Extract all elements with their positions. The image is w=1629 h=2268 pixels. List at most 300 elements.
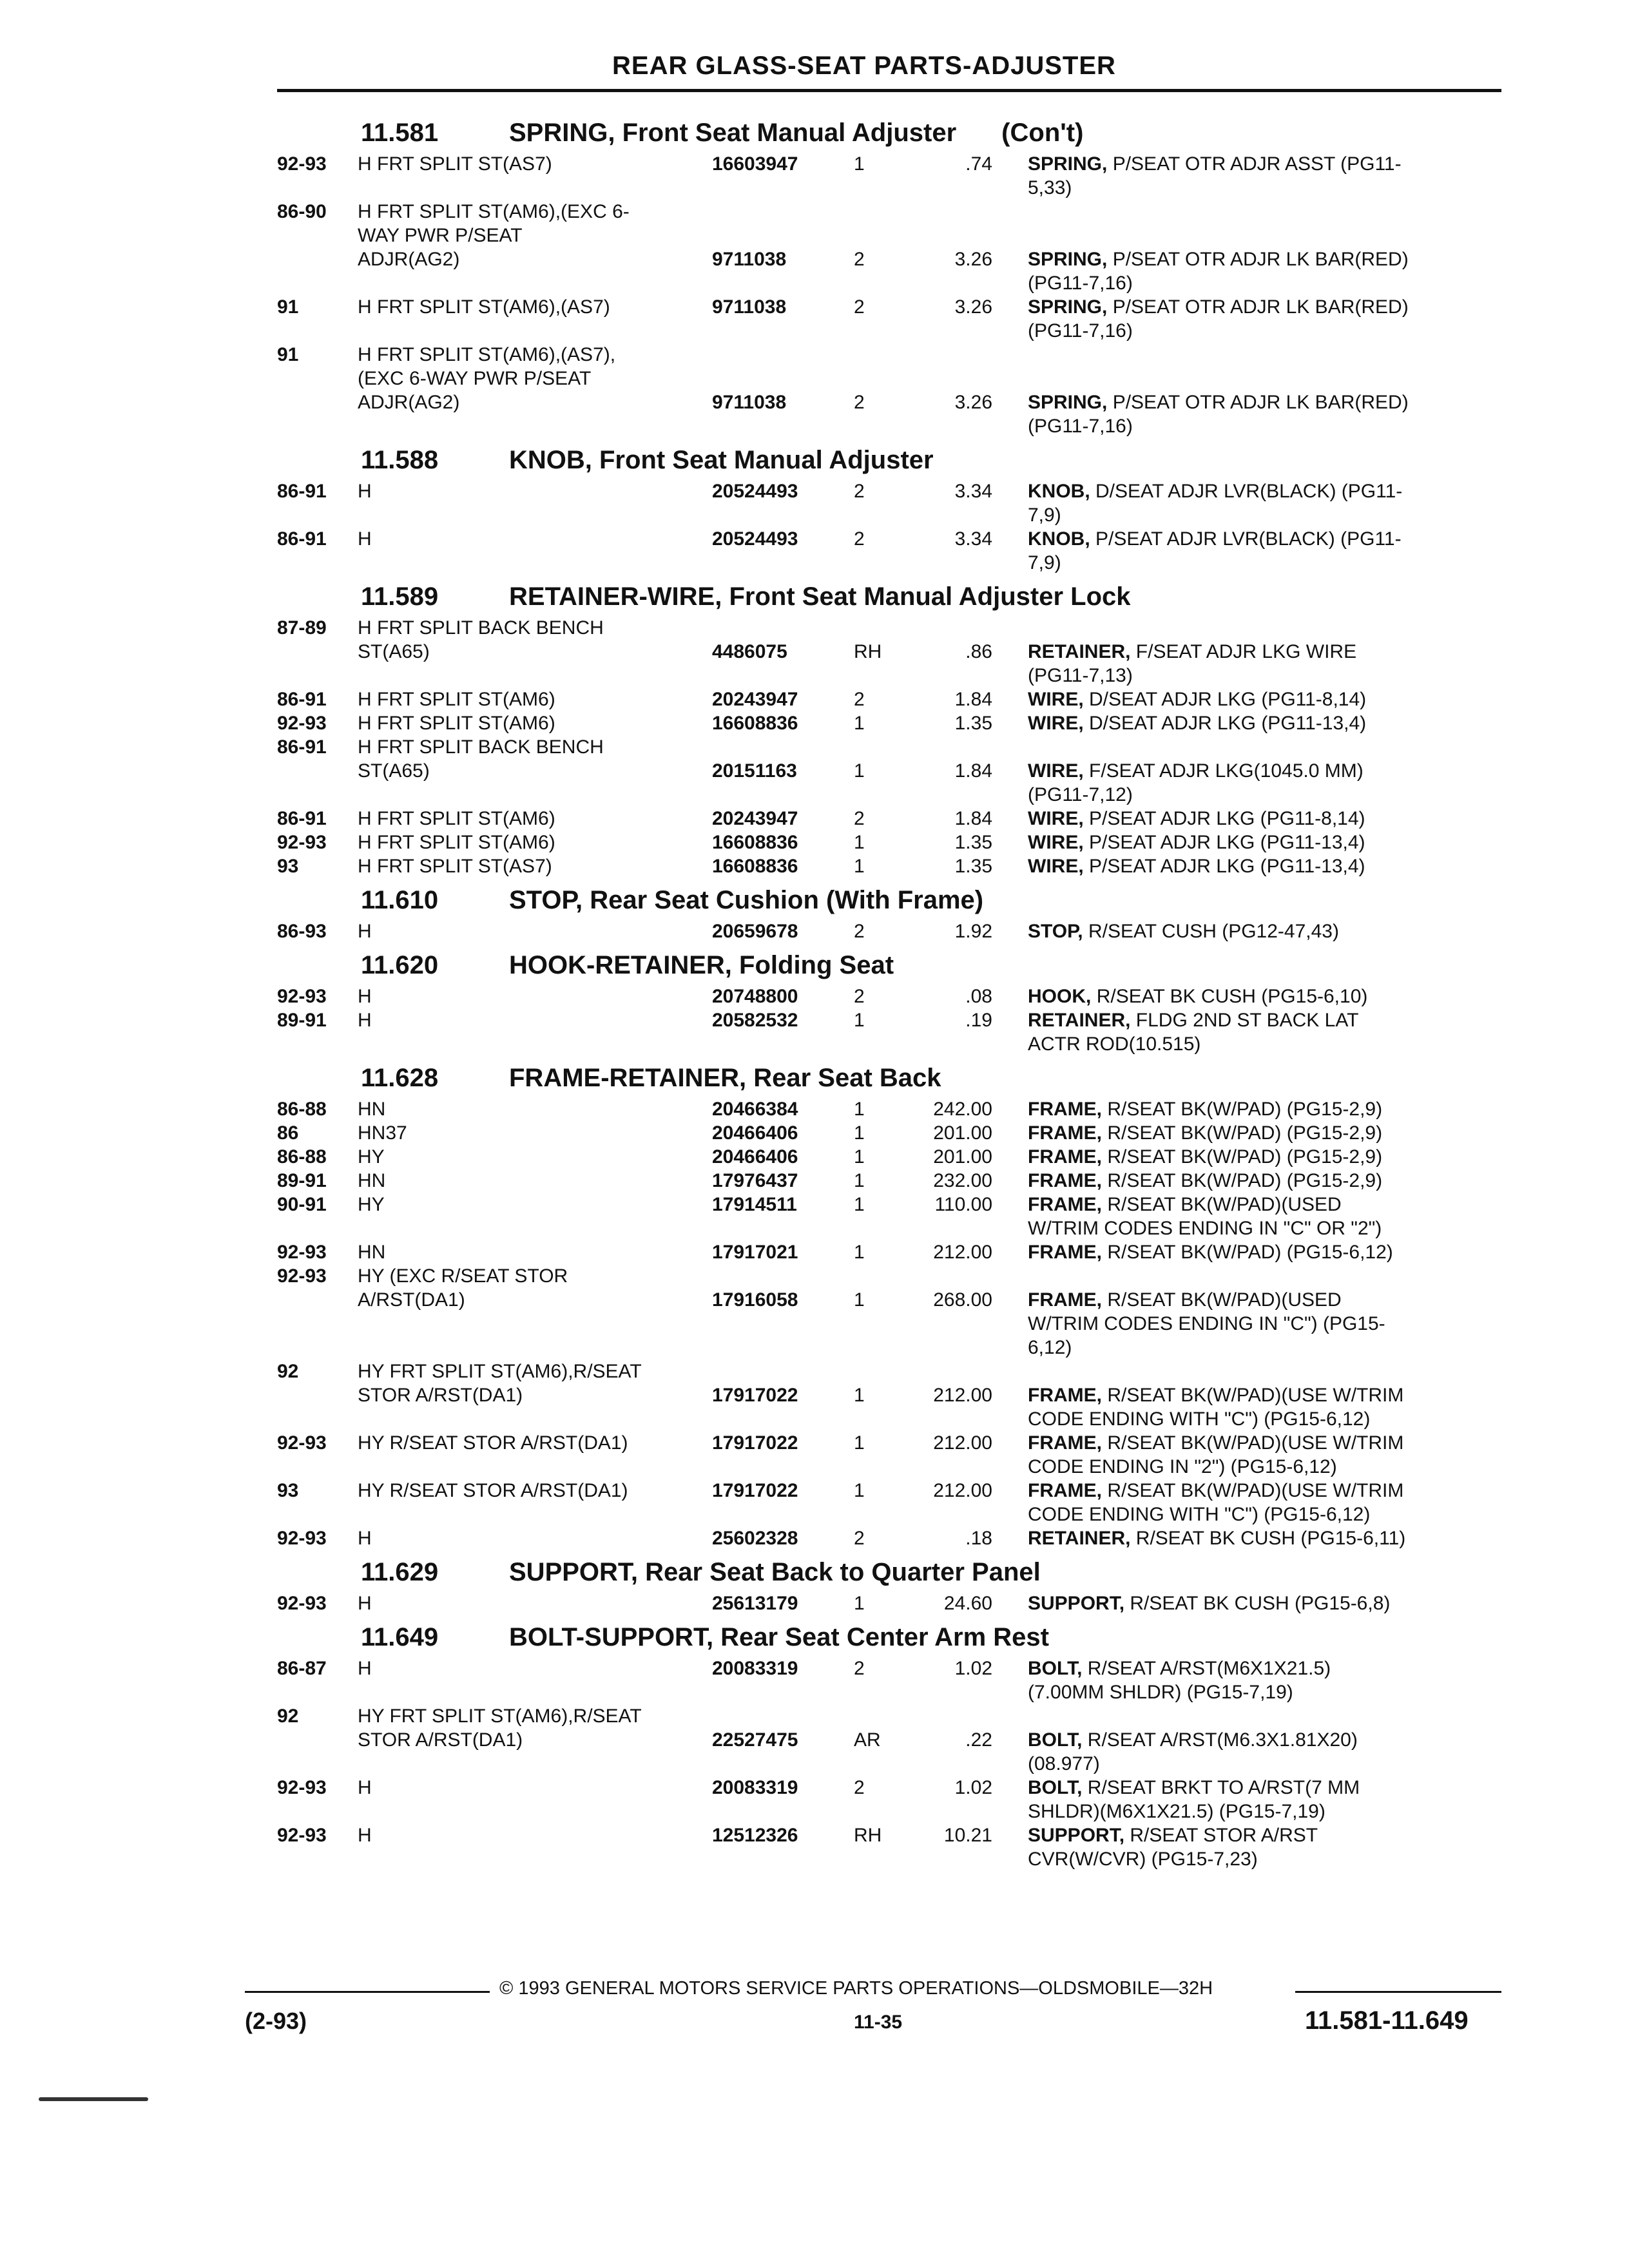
part-note-text: P/SEAT ADJR LKG (PG11-13,4): [1089, 832, 1365, 853]
application-description: HY R/SEAT STOR A/RST(DA1): [358, 1432, 628, 1454]
quantity: 1: [854, 1593, 865, 1614]
model-year: 92-93: [277, 1777, 327, 1798]
application-description: HY R/SEAT STOR A/RST(DA1): [358, 1480, 628, 1501]
price: .22: [965, 1729, 992, 1751]
part-note: [1028, 1121, 1382, 1145]
application-description: ADJR(AG2): [358, 249, 460, 270]
application-description: HN: [358, 1099, 386, 1120]
page-footer: [245, 1978, 1521, 2055]
table-row: [277, 247, 1501, 271]
section-title: [509, 582, 1131, 611]
model-year: 86-91: [277, 689, 327, 710]
table-row: [277, 479, 1501, 503]
price: 232.00: [933, 1170, 992, 1191]
model-year: 87-89: [277, 617, 327, 639]
part-note-text: P/SEAT OTR ADJR ASST (PG11-: [1112, 153, 1402, 175]
quantity: 1: [854, 153, 865, 175]
part-name: FRAME,: [1028, 1146, 1102, 1168]
application-description: H FRT SPLIT ST(AM6): [358, 713, 555, 734]
section-title-text: KNOB, Front Seat Manual Adjuster: [509, 446, 934, 474]
part-number: 9711038: [712, 392, 787, 413]
price: .19: [965, 1010, 992, 1031]
section-number: 11.588: [361, 446, 439, 474]
part-name: STOP,: [1028, 921, 1083, 942]
part-note-text: R/SEAT BK(W/PAD)(USED: [1107, 1289, 1342, 1311]
part-note-text: 7,9): [1028, 552, 1061, 573]
quantity: 1: [854, 1432, 865, 1454]
table-row: [277, 807, 1501, 831]
application-description: STOR A/RST(DA1): [358, 1729, 523, 1751]
price: 3.26: [954, 296, 992, 318]
section-heading: [277, 883, 1501, 919]
table-row: [277, 551, 1501, 575]
quantity: 2: [854, 986, 865, 1007]
application-description: H FRT SPLIT ST(AM6): [358, 832, 555, 853]
price: 1.35: [954, 832, 992, 853]
table-row: [277, 711, 1501, 735]
table-row: [277, 1479, 1501, 1503]
header-rule: [277, 89, 1501, 92]
quantity: 1: [854, 1122, 865, 1144]
table-row: [277, 1288, 1501, 1312]
part-number: 20659678: [712, 921, 798, 942]
part-note-text: R/SEAT BK(W/PAD) (PG15-2,9): [1107, 1146, 1383, 1168]
part-note-text: R/SEAT BK(W/PAD) (PG15-2,9): [1107, 1122, 1383, 1144]
part-note-text: (08.977): [1028, 1753, 1100, 1774]
application-description: H: [358, 1528, 372, 1549]
table-row: [277, 1216, 1501, 1240]
part-number: 17917022: [712, 1385, 798, 1406]
section-number: 11.581: [361, 119, 439, 147]
part-note: [1028, 1728, 1358, 1752]
part-note-text: (PG11-7,13): [1028, 665, 1133, 686]
table-row: [277, 1145, 1501, 1169]
quantity: 1: [854, 1242, 865, 1263]
part-number: 20083319: [712, 1777, 798, 1798]
part-note: [1028, 1526, 1405, 1550]
price: 10.21: [943, 1825, 992, 1846]
part-note: [1028, 1032, 1200, 1056]
part-note-text: (PG11-7,12): [1028, 784, 1133, 805]
quantity: 1: [854, 1010, 865, 1031]
part-note: [1028, 1823, 1318, 1847]
table-row: [277, 1680, 1501, 1704]
part-name: FRAME,: [1028, 1194, 1102, 1215]
part-number: 22527475: [712, 1729, 798, 1751]
quantity: RH: [854, 1825, 882, 1846]
section-title-text: HOOK-RETAINER, Folding Seat: [509, 951, 894, 979]
application-description: H FRT SPLIT ST(AM6): [358, 689, 555, 710]
part-note: [1028, 854, 1365, 878]
model-year: 92-93: [277, 1825, 327, 1846]
application-description: HN: [358, 1242, 386, 1263]
table-row: [277, 1526, 1501, 1550]
table-row: [277, 1800, 1501, 1823]
price: .08: [965, 986, 992, 1007]
footer-rule-left: [245, 1991, 490, 1993]
part-name: WIRE,: [1028, 689, 1084, 710]
part-note: [1028, 152, 1402, 176]
section-number: 11.620: [361, 951, 439, 979]
table-row: [277, 1008, 1501, 1032]
part-name: FRAME,: [1028, 1480, 1102, 1501]
part-name: WIRE,: [1028, 760, 1084, 782]
table-row: [277, 1383, 1501, 1407]
part-name: WIRE,: [1028, 856, 1084, 877]
part-note-text: D/SEAT ADJR LKG (PG11-13,4): [1089, 713, 1367, 734]
model-year: 92-93: [277, 1528, 327, 1549]
quantity: 2: [854, 481, 865, 502]
application-description: HN: [358, 1170, 386, 1191]
section-heading: [277, 580, 1501, 616]
part-note: [1028, 527, 1402, 551]
application-description: H: [358, 986, 372, 1007]
application-description: H FRT SPLIT BACK BENCH: [358, 736, 604, 758]
application-description: H: [358, 528, 372, 550]
part-note-text: CODE ENDING WITH "C") (PG15-6,12): [1028, 1408, 1371, 1430]
part-note-text: R/SEAT BK(W/PAD) (PG15-2,9): [1107, 1170, 1383, 1191]
part-note: [1028, 247, 1409, 271]
price: 3.26: [954, 249, 992, 270]
part-note: [1028, 414, 1133, 438]
part-number: 20524493: [712, 481, 798, 502]
model-year: 86-91: [277, 528, 327, 550]
table-row: [277, 1455, 1501, 1479]
part-note: [1028, 1383, 1403, 1407]
part-note-text: 5,33): [1028, 177, 1072, 198]
quantity: 1: [854, 1099, 865, 1120]
part-number: 4486075: [712, 641, 787, 662]
table-row: [277, 664, 1501, 687]
part-note-text: R/SEAT BK(W/PAD)(USED: [1107, 1194, 1342, 1215]
price: 1.84: [954, 760, 992, 782]
part-note-text: D/SEAT ADJR LKG (PG11-8,14): [1089, 689, 1367, 710]
part-note-text: R/SEAT BK(W/PAD)(USE W/TRIM: [1107, 1480, 1404, 1501]
quantity: 1: [854, 856, 865, 877]
part-name: FRAME,: [1028, 1289, 1102, 1311]
section-spacer: [277, 1615, 1501, 1620]
part-number: 16608836: [712, 832, 798, 853]
part-name: WIRE,: [1028, 808, 1084, 829]
part-number: 20151163: [712, 760, 797, 782]
table-row: [277, 176, 1501, 200]
model-year: 86: [277, 1122, 299, 1144]
part-note-text: ACTR ROD(10.515): [1028, 1033, 1201, 1055]
scan-artifact: [39, 2097, 148, 2101]
model-year: 93: [277, 1480, 299, 1501]
application-description: H: [358, 1658, 372, 1679]
table-row: [277, 1431, 1501, 1455]
part-number: 17976437: [712, 1170, 798, 1191]
model-year: 93: [277, 856, 299, 877]
part-note-text: R/SEAT BK(W/PAD) (PG15-2,9): [1107, 1099, 1383, 1120]
section-title: [509, 886, 983, 915]
quantity: 2: [854, 249, 865, 270]
model-year: 91: [277, 296, 299, 318]
table-row: [277, 783, 1501, 807]
part-number: 17917022: [712, 1480, 798, 1501]
table-row: [277, 1503, 1501, 1526]
quantity: 1: [854, 1194, 865, 1215]
application-description: H: [358, 1825, 372, 1846]
table-row: [277, 319, 1501, 343]
part-number: 20748800: [712, 986, 798, 1007]
part-number: 20466406: [712, 1122, 798, 1144]
part-note: [1028, 807, 1365, 831]
quantity: 2: [854, 689, 865, 710]
table-row: [277, 1264, 1501, 1288]
part-note-text: F/SEAT ADJR LKG(1045.0 MM): [1089, 760, 1364, 782]
part-note: [1028, 1431, 1403, 1455]
part-note-text: (PG11-7,16): [1028, 273, 1133, 294]
part-note-text: CVR(W/CVR) (PG15-7,23): [1028, 1849, 1258, 1870]
price: 212.00: [933, 1480, 992, 1501]
part-note-text: P/SEAT ADJR LKG (PG11-13,4): [1089, 856, 1365, 877]
quantity: 2: [854, 1658, 865, 1679]
part-note: [1028, 295, 1409, 319]
model-year: 92-93: [277, 832, 327, 853]
part-note-text: P/SEAT OTR ADJR LK BAR(RED): [1112, 392, 1409, 413]
part-note-text: R/SEAT BK CUSH (PG15-6,10): [1096, 986, 1368, 1007]
table-row: [277, 1193, 1501, 1216]
part-note-text: (PG11-7,16): [1028, 320, 1133, 341]
table-row: [277, 1823, 1501, 1847]
application-description: H: [358, 921, 372, 942]
quantity: 1: [854, 1289, 865, 1311]
application-description: HY: [358, 1194, 385, 1215]
part-number: 20466406: [712, 1146, 798, 1168]
part-note-text: W/TRIM CODES ENDING IN "C") (PG15-: [1028, 1313, 1385, 1334]
footer-rule-right: [1295, 1991, 1501, 1993]
part-note: [1028, 1800, 1325, 1823]
part-note: [1028, 1240, 1393, 1264]
part-note: [1028, 687, 1366, 711]
table-row: [277, 1407, 1501, 1431]
quantity: 1: [854, 1480, 865, 1501]
table-row: [277, 759, 1501, 783]
part-number: 17917022: [712, 1432, 798, 1454]
model-year: 92-93: [277, 986, 327, 1007]
part-name: RETAINER,: [1028, 1528, 1131, 1549]
part-note: [1028, 503, 1061, 527]
footer-section-range: 11.581-11.649: [1305, 2006, 1469, 2035]
application-description: H FRT SPLIT ST(AM6),(AS7): [358, 296, 610, 318]
table-row: [277, 527, 1501, 551]
price: .86: [965, 641, 992, 662]
part-note: [1028, 985, 1367, 1008]
table-row: [277, 735, 1501, 759]
part-note: [1028, 1407, 1370, 1431]
part-note: [1028, 1336, 1072, 1360]
model-year: 92-93: [277, 1432, 327, 1454]
part-note: [1028, 1455, 1337, 1479]
table-row: [277, 1240, 1501, 1264]
part-number: 20582532: [712, 1010, 798, 1031]
application-description: H FRT SPLIT ST(AM6),(EXC 6-: [358, 201, 630, 222]
quantity: 2: [854, 921, 865, 942]
model-year: 86-90: [277, 201, 327, 222]
section-title: [509, 951, 894, 980]
part-number: 25613179: [712, 1593, 798, 1614]
part-name: HOOK,: [1028, 986, 1092, 1007]
table-row: [277, 1121, 1501, 1145]
price: 1.84: [954, 689, 992, 710]
model-year: 86-91: [277, 736, 327, 758]
part-note-text: R/SEAT BK CUSH (PG15-6,8): [1130, 1593, 1391, 1614]
model-year: 90-91: [277, 1194, 327, 1215]
table-row: [277, 1657, 1501, 1680]
price: 1.02: [954, 1777, 992, 1798]
section-title: [509, 1623, 1049, 1652]
part-note-text: R/SEAT A/RST(M6X1X21.5): [1087, 1658, 1331, 1679]
price: .18: [965, 1528, 992, 1549]
part-note: [1028, 783, 1133, 807]
price: 242.00: [933, 1099, 992, 1120]
part-name: RETAINER,: [1028, 641, 1131, 662]
table-row: [277, 224, 1501, 247]
table-row: [277, 1728, 1501, 1752]
quantity: 2: [854, 1528, 865, 1549]
footer-date: (2-93): [245, 2008, 307, 2034]
price: 1.02: [954, 1658, 992, 1679]
part-note: [1028, 1591, 1390, 1615]
part-name: WIRE,: [1028, 832, 1084, 853]
part-number: 20466384: [712, 1099, 798, 1120]
part-name: SPRING,: [1028, 249, 1108, 270]
part-note: [1028, 919, 1339, 943]
part-note-text: P/SEAT OTR ADJR LK BAR(RED): [1112, 249, 1409, 270]
section-title: [509, 119, 1083, 148]
application-description: WAY PWR P/SEAT: [358, 225, 523, 246]
model-year: 86-91: [277, 481, 327, 502]
table-row: [277, 985, 1501, 1008]
price: 3.26: [954, 392, 992, 413]
application-description: HY (EXC R/SEAT STOR: [358, 1265, 568, 1287]
part-note: [1028, 1479, 1403, 1503]
part-note: [1028, 1097, 1382, 1121]
table-row: [277, 367, 1501, 390]
quantity: 2: [854, 296, 865, 318]
application-description: ADJR(AG2): [358, 392, 460, 413]
model-year: 92-93: [277, 1593, 327, 1614]
part-name: SPRING,: [1028, 153, 1108, 175]
part-note: [1028, 1847, 1258, 1871]
quantity: 2: [854, 808, 865, 829]
part-note: [1028, 759, 1364, 783]
section-spacer: [277, 878, 1501, 883]
part-name: BOLT,: [1028, 1777, 1083, 1798]
quantity: 1: [854, 1170, 865, 1191]
section-title-text: BOLT-SUPPORT, Rear Seat Center Arm Rest: [509, 1623, 1049, 1651]
table-row: [277, 687, 1501, 711]
part-number: 25602328: [712, 1528, 798, 1549]
section-title-text: FRAME-RETAINER, Rear Seat Back: [509, 1064, 941, 1092]
price: 1.92: [954, 921, 992, 942]
price: 212.00: [933, 1385, 992, 1406]
part-number: 16608836: [712, 856, 798, 877]
part-note: [1028, 1216, 1382, 1240]
part-note-text: R/SEAT A/RST(M6.3X1.81X20): [1087, 1729, 1358, 1751]
part-note: [1028, 390, 1409, 414]
table-row: [277, 200, 1501, 224]
price: 1.84: [954, 808, 992, 829]
part-name: FRAME,: [1028, 1242, 1102, 1263]
section-title-text: STOP, Rear Seat Cushion (With Frame): [509, 886, 984, 914]
part-name: KNOB,: [1028, 528, 1090, 550]
part-note: [1028, 319, 1133, 343]
price: 212.00: [933, 1432, 992, 1454]
model-year: 86-93: [277, 921, 327, 942]
model-year: 92-93: [277, 153, 327, 175]
part-note: [1028, 664, 1133, 687]
model-year: 89-91: [277, 1010, 327, 1031]
model-year: 86-88: [277, 1099, 327, 1120]
table-row: [277, 152, 1501, 176]
parts-catalog-body: [277, 116, 1501, 1876]
part-name: FRAME,: [1028, 1432, 1102, 1454]
table-row: [277, 1312, 1501, 1336]
section-spacer: [277, 943, 1501, 948]
table-row: [277, 616, 1501, 640]
application-description: HY FRT SPLIT ST(AM6),R/SEAT: [358, 1361, 642, 1382]
price: 1.35: [954, 713, 992, 734]
part-note: [1028, 1145, 1382, 1169]
table-row: [277, 831, 1501, 854]
part-name: FRAME,: [1028, 1099, 1102, 1120]
part-note: [1028, 551, 1061, 575]
model-year: 92: [277, 1706, 299, 1727]
section-heading: [277, 948, 1501, 985]
part-number: 12512326: [712, 1825, 798, 1846]
application-description: (EXC 6-WAY PWR P/SEAT: [358, 368, 592, 389]
footer-page-number: 11-35: [854, 2012, 903, 2033]
price: 24.60: [943, 1593, 992, 1614]
model-year: 86-88: [277, 1146, 327, 1168]
section-spacer: [277, 575, 1501, 580]
table-row: [277, 1336, 1501, 1360]
part-note: [1028, 711, 1366, 735]
quantity: AR: [854, 1729, 881, 1751]
part-note-text: R/SEAT BRKT TO A/RST(7 MM: [1087, 1777, 1360, 1798]
part-note: [1028, 1288, 1342, 1312]
part-note-text: R/SEAT BK(W/PAD) (PG15-6,12): [1107, 1242, 1393, 1263]
part-number: 17914511: [712, 1194, 797, 1215]
table-row: [277, 414, 1501, 438]
application-description: H FRT SPLIT BACK BENCH: [358, 617, 604, 639]
application-description: H FRT SPLIT ST(AM6),(AS7),: [358, 344, 616, 365]
part-note-text: (PG11-7,16): [1028, 416, 1133, 437]
page-title: REAR GLASS-SEAT PARTS-ADJUSTER: [612, 52, 1116, 80]
part-name: FRAME,: [1028, 1170, 1102, 1191]
part-note-text: R/SEAT STOR A/RST: [1130, 1825, 1318, 1846]
application-description: H FRT SPLIT ST(AM6): [358, 808, 555, 829]
table-row: [277, 1169, 1501, 1193]
part-number: 20243947: [712, 808, 798, 829]
application-description: ST(A65): [358, 760, 430, 782]
section-number: 11.589: [361, 582, 439, 611]
table-row: [277, 1752, 1501, 1776]
application-description: H: [358, 1777, 372, 1798]
part-note: [1028, 1657, 1331, 1680]
table-row: [277, 1776, 1501, 1800]
part-note-text: R/SEAT BK(W/PAD)(USE W/TRIM: [1107, 1385, 1404, 1406]
table-row: [277, 1704, 1501, 1728]
model-year: 92: [277, 1361, 299, 1382]
quantity: 1: [854, 832, 865, 853]
table-row: [277, 271, 1501, 295]
part-note: [1028, 831, 1365, 854]
quantity: RH: [854, 641, 882, 662]
